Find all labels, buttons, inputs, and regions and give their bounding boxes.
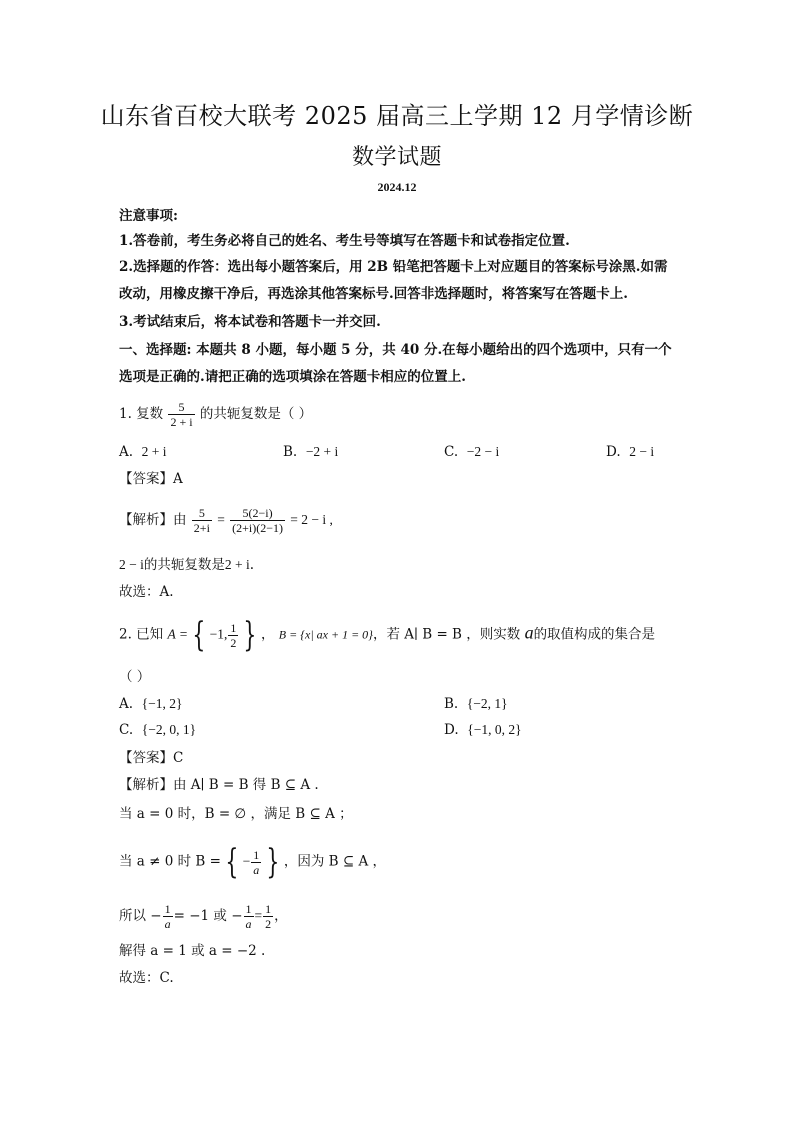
q1-option-a-value: 2 + i <box>141 444 167 459</box>
q2-set-a-first: −1, <box>209 626 228 642</box>
q1-option-c-value: −2 − i <box>466 444 500 459</box>
q2-option-b-label: B. <box>444 696 459 712</box>
q1-option-d-value: 2 − i <box>629 444 655 459</box>
q2-option-b <box>444 694 508 714</box>
q2-tail: 的取值构成的集合是 <box>533 626 656 643</box>
q2-option-d <box>444 720 522 740</box>
q1-frac-num: 5 <box>168 400 194 415</box>
exam-title: 山东省百校大联考 2025 届高三上学期 12 月学情诊断 <box>100 102 694 130</box>
left-brace-icon: { <box>225 842 239 882</box>
q1-option-d-label: D. <box>606 444 621 460</box>
q2-variable: a <box>524 622 534 643</box>
q2-a4-frac-3-num: 1 <box>265 902 272 916</box>
q2-a4-frac-1 <box>163 902 173 931</box>
q1-analysis <box>119 506 333 535</box>
q2-option-b-value: {−2, 1} <box>466 696 508 711</box>
q2-a3-tail: ，因为 B ⊆ A ， <box>283 853 386 870</box>
q1-option-c-label: C. <box>444 444 459 460</box>
note-item-1: 1.答卷前，考生务必将自己的姓名、考生号等填写在答题卡和试卷指定位置. <box>119 233 570 249</box>
section-instructions-2: 选项是正确的.请把正确的选项填涂在答题卡相应的位置上. <box>119 369 466 385</box>
q2-option-a <box>119 694 182 714</box>
q1-option-d <box>606 442 654 462</box>
q2-a4-frac-2-den: a <box>245 917 252 931</box>
q1-option-b-value: −2 + i <box>305 444 339 459</box>
right-brace-icon: } <box>266 842 280 882</box>
q2-option-a-label: A. <box>119 696 134 712</box>
q1-frac-den: 2 + i <box>170 415 193 429</box>
q2-sep: ， <box>261 626 275 643</box>
q2-option-d-label: D. <box>444 722 459 738</box>
section-instructions-1: 一、选择题: 本题共 8 小题，每小题 5 分，共 40 分.在每小题给出的四个选项中，只有一个 <box>119 342 672 358</box>
q1-conj-a: 2 − i <box>119 557 144 572</box>
q1-option-c <box>444 442 499 462</box>
q2-set-a-frac <box>228 621 238 650</box>
q1-analysis-frac-2-den: (2+i)(2−1) <box>232 521 283 535</box>
q1-fraction <box>168 400 194 429</box>
q2-option-c-label: C. <box>119 722 134 738</box>
note-item-2-cont: 改动，用橡皮擦干净后，再选涂其他答案标号.回答非选择题时，将答案写在答题卡上. <box>119 286 628 302</box>
question-1 <box>119 400 312 429</box>
q1-analysis-frac-2 <box>230 506 285 535</box>
q2-a4-frac-3-den: 2 <box>265 917 272 931</box>
note-item-2: 2.选择题的作答：选出每小题答案后，用 2B 铅笔把答题卡上对应题目的答案标号涂黑.如需 <box>119 259 668 275</box>
left-brace-icon: { <box>192 615 206 655</box>
note-item-3: 3.考试结束后，将本试卷和答题卡一并交回. <box>119 314 381 330</box>
q2-analysis-line-5: 解得 a = 1 或 a = −2 . <box>119 943 266 959</box>
q2-a3-frac <box>251 848 261 877</box>
q2-condition: ，若 A∣ B = B ，则实数 <box>372 626 521 643</box>
q2-set-a-lhs: A = <box>167 626 188 642</box>
q2-analysis-line-4 <box>119 902 288 931</box>
q1-option-a-label: A. <box>119 444 134 460</box>
q2-choose: 故选：C. <box>119 970 174 986</box>
q2-a4-frac-2 <box>244 902 254 931</box>
q1-option-a <box>119 442 167 462</box>
q2-option-d-value: {−1, 0, 2} <box>467 722 522 737</box>
q2-option-c-value: {−2, 0, 1} <box>141 722 197 737</box>
q1-analysis-prefix: 【解析】由 <box>119 512 187 528</box>
notes-heading: 注意事项: <box>119 208 178 224</box>
q2-analysis-line-2: 当 a = 0 时，B = ∅ ，满足 B ⊆ A ； <box>119 806 353 822</box>
q2-paren: （ ） <box>119 669 151 685</box>
q2-analysis-line-3 <box>119 842 386 882</box>
q2-a4-prefix: 所以 − <box>119 908 162 924</box>
q2-option-c <box>119 720 196 740</box>
q1-conj-b: 的共轭复数是 <box>143 557 225 573</box>
q2-a3-minus: − <box>242 853 251 869</box>
right-brace-icon: } <box>243 615 257 655</box>
q1-analysis-eq: = <box>217 512 225 527</box>
question-2 <box>119 615 656 655</box>
q1-analysis-frac-1-den: 2+i <box>193 521 210 535</box>
q2-a4-frac-2-num: 1 <box>245 902 252 916</box>
q1-analysis-frac-2-num: 5(2−i) <box>230 506 285 521</box>
q2-a4-frac-1-num: 1 <box>164 902 171 916</box>
q2-analysis-line-1: 【解析】由 A∣ B = B 得 B ⊆ A . <box>119 777 319 793</box>
exam-subtitle: 数学试题 <box>351 145 442 170</box>
q1-option-b <box>283 442 338 462</box>
q2-set-b: B = {x| ax + 1 = 0} <box>278 627 373 642</box>
exam-date: 2024.12 <box>377 180 417 194</box>
q1-analysis-frac-1-num: 5 <box>192 506 212 521</box>
q1-suffix: 的共轭复数是（ ） <box>199 406 313 422</box>
q2-set-a-frac-den: 2 <box>230 635 237 650</box>
q2-a4-eq: = <box>254 908 263 923</box>
q2-set-a-frac-num: 1 <box>230 620 237 635</box>
q2-option-a-value: {−1, 2} <box>141 696 183 711</box>
q2-a4-mid: = −1 或 − <box>173 908 243 924</box>
q2-answer: 【答案】C <box>119 750 184 766</box>
q1-prefix: 1. 复数 <box>119 406 164 422</box>
q1-conj-c: 2 + i <box>224 557 250 572</box>
q1-analysis-frac-1 <box>192 506 212 535</box>
q1-choose: 故选：A. <box>119 584 174 600</box>
q2-a4-frac-3 <box>263 902 273 931</box>
q2-a3-prefix: 当 a ≠ 0 时 B = <box>119 853 221 870</box>
q2-a3-frac-num: 1 <box>253 847 260 862</box>
q2-a3-frac-den: a <box>253 862 260 877</box>
q1-conjugate-line <box>119 555 254 575</box>
q2-a4-frac-1-den: a <box>164 917 171 931</box>
q1-conj-d: . <box>249 557 255 573</box>
q1-answer: 【答案】A <box>119 471 183 487</box>
q1-option-b-label: B. <box>283 444 298 460</box>
q2-prefix: 2. 已知 <box>119 626 164 643</box>
q1-analysis-tail: = 2 − i , <box>290 512 333 527</box>
q2-a4-tail: ， <box>274 908 288 924</box>
